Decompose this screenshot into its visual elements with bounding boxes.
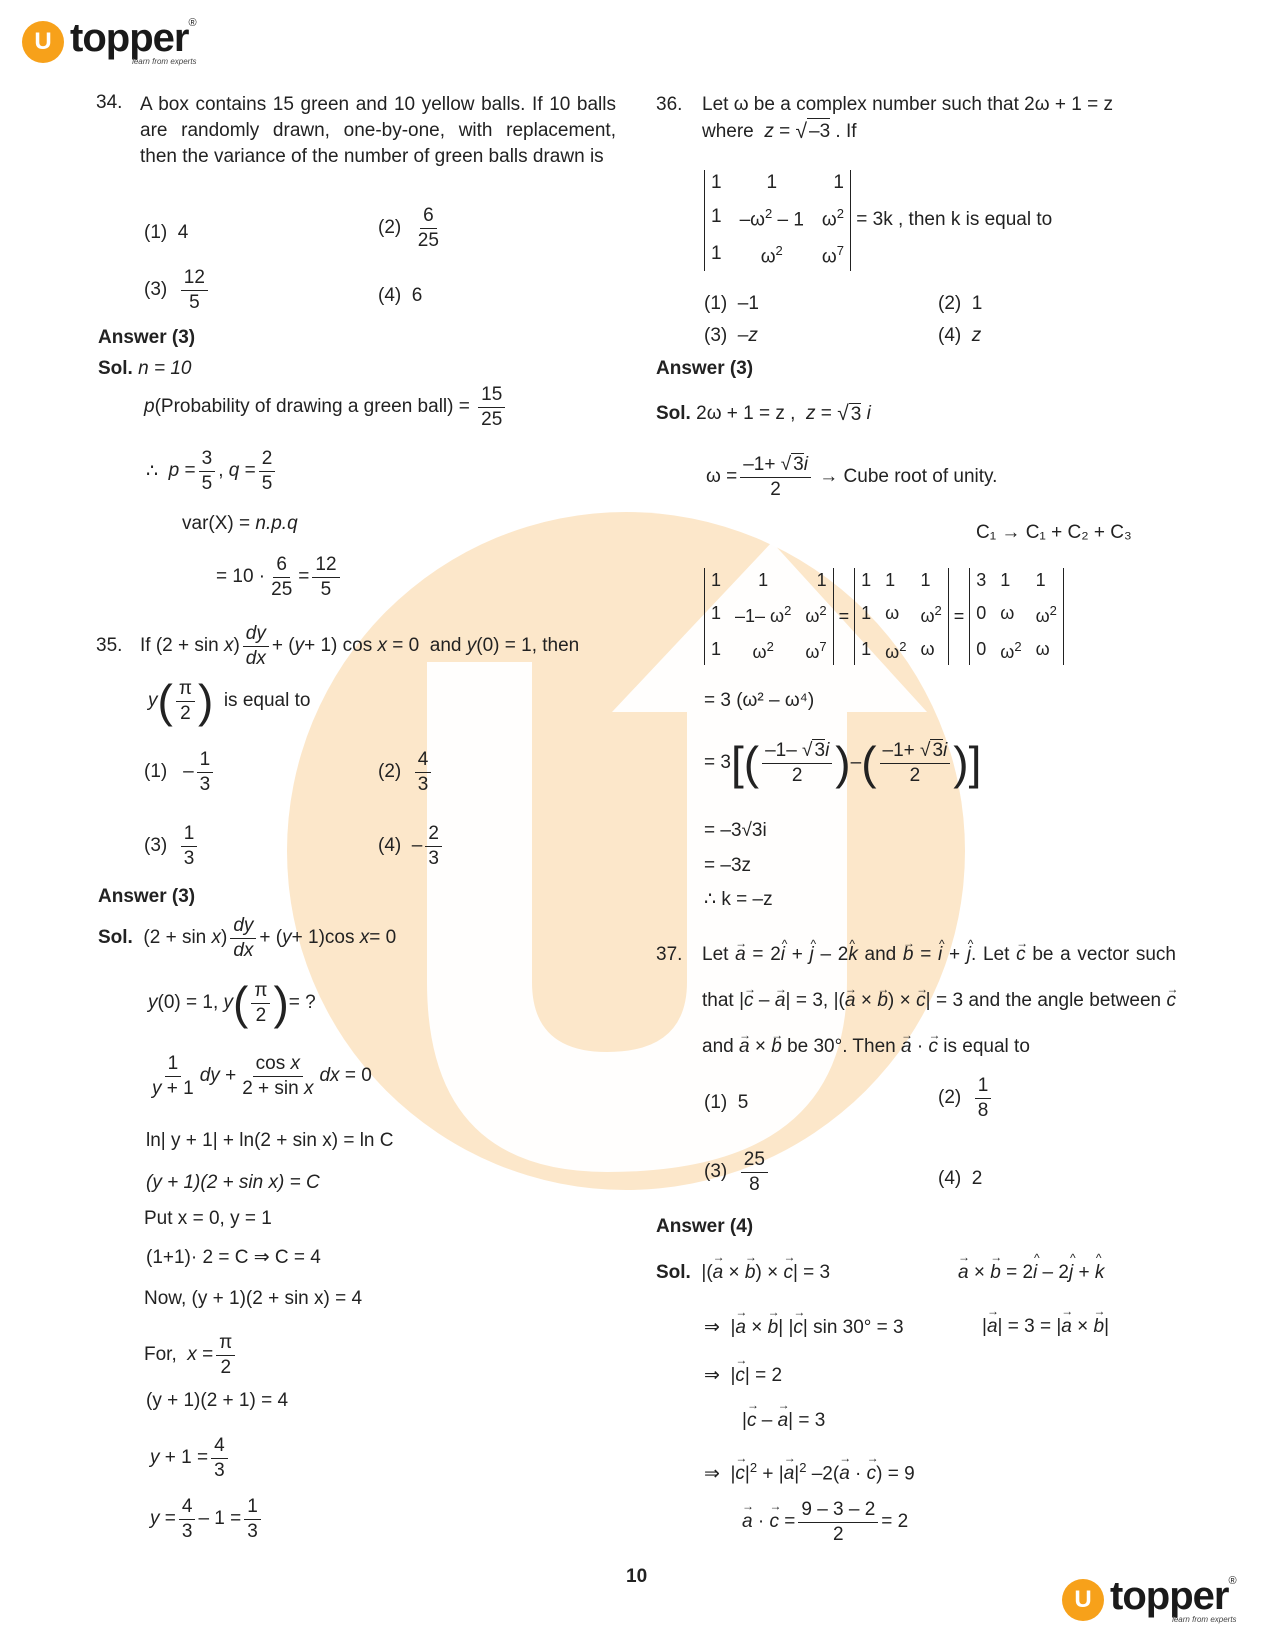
q37-cross-product: → a × → b = 2^ i – 2^ j + ^ k xyxy=(958,1262,1104,1284)
q35-separated: $\frac{1}{y + 1}$ dy + $\frac{\text{cos x}}{\text{2 + sin x}}$ dx = 0 xyxy=(152,1053,372,1099)
q34-variance-calc: = 10 · $\frac{6}{25}$ = $\frac{12}{5}$ xyxy=(216,555,343,600)
q36-option-1: (1) –1 xyxy=(704,293,759,314)
q35-option-2: (2) $\frac{4}{3}$ xyxy=(378,750,434,795)
q36-omega: ω = $\frac{-1+ √ 3i}{2}$ → Cube root of unity. xyxy=(706,454,998,500)
q37-step-1: ⇒ |→ a × → b| |→ c| sin 30° = 3 xyxy=(704,1316,904,1339)
question-35: 35. If (2 + sin x ) $\frac{dy}{dx}$ + ( y + 1) cos x = 0 and y (0) = 1, then xyxy=(96,623,580,669)
q35-for-step: For, x = $\frac{\pi}{2}$ xyxy=(144,1333,238,1378)
q36-step-5: ∴ k = –z xyxy=(704,889,773,910)
page-number: 10 xyxy=(626,1566,648,1587)
q35-log-step: ln| y + 1| + ln(2 + sin x) = ln C xyxy=(146,1130,394,1151)
question-37: 37. Let → a = 2^ i + ^ j – 2^ k and → b = ^ i + ^ j. Let → c be a vector such that |→ c – → a| = 3, |(→ a × → b) × → c| = 3 and the angle between → c and → a × → b be 30°. Then → a · → c is equal to xyxy=(656,932,1176,1070)
q35-option-4: (4) – $\frac{2}{3}$ xyxy=(378,824,445,869)
q36-option-4: (4) z xyxy=(938,325,982,346)
q36-determinant: 1 1 1 1 $-\omega^2 - 1$ $\omega^2$ 1 $\omega^2$ $\omega^7$ = 3k , then k is equal to xyxy=(704,170,1052,271)
logo-mark-icon: U xyxy=(22,21,64,63)
q34-option-4: (4) 6 xyxy=(378,285,423,306)
question-36: 36. Let ω be a complex number such that 2ω + 1 = z where z = √ –3 . If xyxy=(656,92,1176,145)
q34-option-3: (3) $\frac{12}{5}$ xyxy=(144,268,211,313)
q35-now-step: Now, (y + 1)(2 + sin x) = 4 xyxy=(144,1288,363,1309)
q35-sub-step: (y + 1)(2 + 1) = 4 xyxy=(146,1390,289,1411)
q35-option-1: (1) – $\frac{1}{3}$ xyxy=(144,750,216,795)
q36-step-3: = –3√3i xyxy=(704,820,767,841)
q35-option-3: (3) $\frac{1}{3}$ xyxy=(144,824,200,869)
q34-probability: p (Probability of drawing a green ball) = $\frac{15}{25}$ xyxy=(144,385,508,430)
q34-variance: var(X) = n.p.q xyxy=(182,513,298,534)
q35-solution-equation: Sol. (2 + sin x ) $\frac{dy}{dx}$ + ( y + 1)cos x = 0 xyxy=(98,915,397,961)
q34-option-2: (2) $\frac{6}{25}$ xyxy=(378,205,439,251)
q35-initial-condition: y (0) = 1, y ( $\frac{\pi}{2}$ ) = ? xyxy=(148,977,316,1029)
q37-answer: Answer (4) xyxy=(656,1216,754,1237)
q37-solution-line1: Sol. |(→ a × → b) × → c| = 3 xyxy=(656,1262,830,1284)
q34-p-q-values: ∴ p = $\frac{3}{5}$ , q = $\frac{2}{5}$ xyxy=(146,449,278,494)
q34-option-1: (1) 4 xyxy=(144,222,189,243)
question-34-text: A box contains 15 green and 10 yellow balls. If 10 balls are randomly drawn, one-by-one, with replacement, then the variance of the number of green balls drawn is xyxy=(140,94,616,167)
q34-solution-n: Sol. n = 10 xyxy=(98,358,192,379)
question-34: 34. A box contains 15 green and 10 yellow balls. If 10 balls are randomly drawn, one-by-one, with replacement, then the variance of the number of green balls drawn is xyxy=(96,92,616,170)
q35-y-plus-one: y + 1 = $\frac{4}{3}$ xyxy=(150,1436,231,1481)
q37-step-4: ⇒ |→ $c|^2$ + |→ $a|^2$ –2(→ a · → c) = 9 xyxy=(704,1460,915,1485)
q37-option-4: (4) 2 xyxy=(938,1168,983,1189)
q36-step-1: = 3 (ω² – ω⁴) xyxy=(704,690,815,711)
q36-step-2: = 3 [( $\frac{-1- √ 3i}{2}$ ) – ( $\frac{-1+ √ 3i}{2}$ )] xyxy=(704,737,982,789)
q35-question-part2: y ( $\frac{\pi}{2}$ ) is equal to xyxy=(148,675,311,727)
q36-answer: Answer (3) xyxy=(656,358,754,379)
q35-product-step: (y + 1)(2 + sin x) = C xyxy=(146,1172,320,1193)
q34-answer: Answer (3) xyxy=(98,327,196,348)
q36-step-4: = –3z xyxy=(704,855,752,876)
footer-logo-mark-icon: U xyxy=(1062,1579,1104,1621)
q37-option-2: (2) $\frac{1}{8}$ xyxy=(938,1076,994,1121)
q35-put-step: Put x = 0, y = 1 xyxy=(144,1208,272,1229)
brand-logo: U topper® learn from experts xyxy=(22,18,197,66)
logo-tagline: learn from experts xyxy=(132,57,197,66)
q36-solution-line1: Sol. 2ω + 1 = z , z = √ 3 i xyxy=(656,402,871,425)
q35-constant-step: (1+1)· 2 = C ⇒ C = 4 xyxy=(146,1247,321,1268)
logo-wordmark: topper xyxy=(70,16,189,60)
q37-step-2: ⇒ |→ c| = 2 xyxy=(704,1364,782,1387)
q37-final: → a · → c = $\frac{9 - 3 - 2}{2}$ = 2 xyxy=(742,1500,908,1545)
q35-final-y: y = $\frac{4}{3}$ – 1 = $\frac{1}{3}$ xyxy=(150,1497,264,1542)
q37-magnitude-a: |→ a| = 3 = |→ a × → b| xyxy=(982,1316,1109,1338)
q37-option-1: (1) 5 xyxy=(704,1092,749,1113)
q36-determinant-steps: 1 1 1 1 –1– $\omega^2$ $\omega^2$ 1 $\omega^2$ $\omega^7$ = 1 1 1 1 ω $\omega^2$ 1 $\omega^2$ ω = 3 1 1 0 ω $\omega^2$ 0 $\omega^2$ ω xyxy=(704,568,1064,665)
q36-column-op: C₁ → C₁ + C₂ + C₃ xyxy=(976,522,1132,543)
footer-logo: U topper® learn from experts xyxy=(1062,1576,1237,1624)
q35-answer: Answer (3) xyxy=(98,886,196,907)
q37-option-3: (3) $\frac{25}{8}$ xyxy=(704,1150,771,1195)
q36-option-2: (2) 1 xyxy=(938,293,983,314)
q37-step-3: |→ c – → a| = 3 xyxy=(742,1410,825,1432)
q36-option-3: (3) –z xyxy=(704,325,758,346)
